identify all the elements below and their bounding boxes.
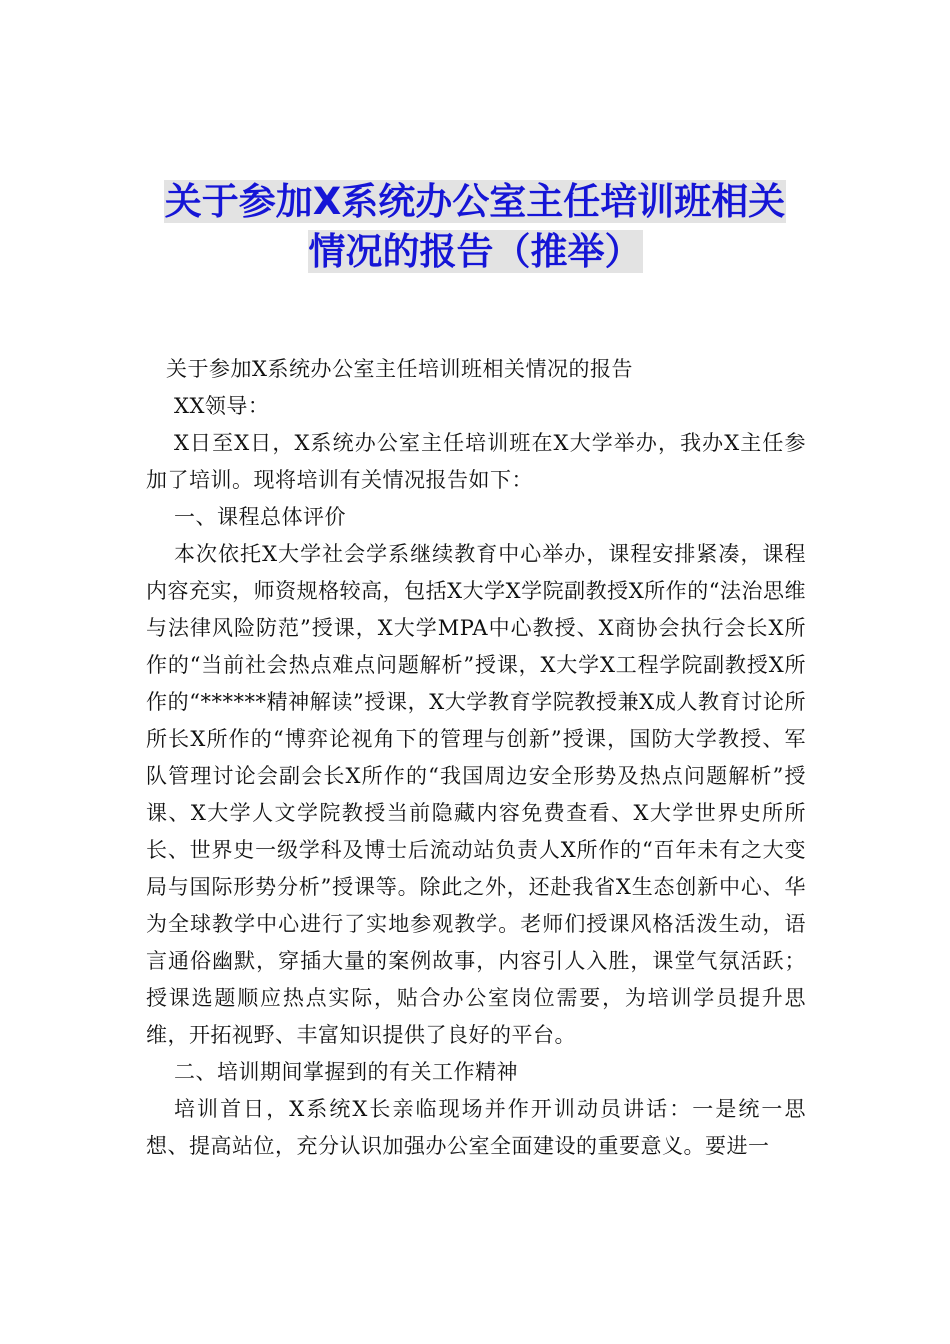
document-title-line-1 — [140, 176, 810, 228]
section-2-title: 二、培训期间掌握到的有关工作精神 — [174, 1060, 518, 1084]
report-heading: 关于参加X系统办公室主任培训班相关情况的报告 — [166, 357, 633, 381]
section-1-title: 一、课程总体评价 — [174, 505, 346, 529]
intro-paragraph: X日至X日，X系统办公室主任培训班在X大学举办，我办X主任参加了培训。现将培训有关情况报告如下： — [146, 431, 806, 492]
title-text-2: 情况的报告（推举） — [308, 230, 642, 273]
section-1-paragraph: 本次依托X大学社会学系继续教育中心举办，课程安排紧凑，课程内容充实，师资规格较高，包括X大学X学院副教授X所作的“法治思维与法律风险防范”授课，X大学MPA中心教授、X商协会执行会长X所作的“当前社会热点难点问题解析”授课，X大学X工程学院副教授X所作的“******精神解读”授课，X大学教育学院教授兼X成人教育讨论所所长X所作的“博弈论视角下的管理与创新”授课，国防大学教授、军队管理讨论会副会长X所作的“我国周边安全形势及热点问题解析”授课、X大学人文学院教授当前隐藏内容免费查看、X大学世界史所所长、世界史一级学科及博士后流动站负责人X所作的“百年未有之大变局与国际形势分析”授课等。除此之外，还赴我省X生态创新中心、华为全球教学中心进行了实地参观教学。老师们授课风格活泼生动，语言通俗幽默，穿插大量的案例故事，内容引人入胜，课堂气氛活跃；授课选题顺应热点实际，贴合办公室岗位需要，为培训学员提升思维，开拓视野、丰富知识提供了良好的平台。 — [146, 542, 806, 1047]
salutation: XX领导： — [174, 394, 270, 418]
document-title-line-2 — [140, 226, 810, 278]
document-body — [146, 351, 806, 1165]
section-2-paragraph: 培训首日，X系统X长亲临现场并作开训动员讲话：一是统一思想、提高站位，充分认识加强办公室全面建设的重要意义。要进一 — [146, 1097, 806, 1158]
title-text-1: 关于参加X系统办公室主任培训班相关 — [164, 180, 786, 223]
